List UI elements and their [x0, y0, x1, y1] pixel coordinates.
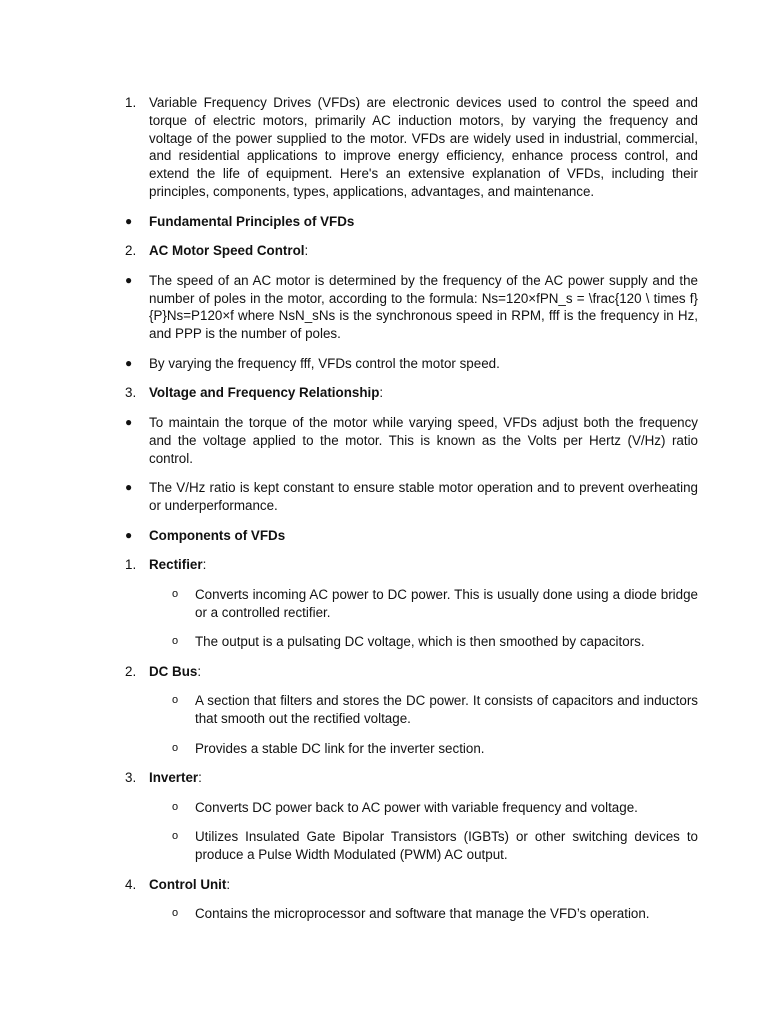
list-item-vhz-ratio [0, 479, 698, 515]
circle-bullet-icon: o [172, 907, 179, 920]
list-item-speed-control [0, 242, 698, 260]
list-item-control-unit [0, 876, 698, 894]
item-heading: Rectifier [149, 557, 203, 573]
list-item-heading-principles [0, 213, 698, 231]
list-item-rectifier [0, 556, 698, 574]
paragraph-text: The speed of an AC motor is determined by the frequency of the AC power supply and the number of poles in the motor, according to the formula: Ns=120×fPN_s = \frac{120 \ times f}{P}Ns=P120×f where NsN_sNs is the synchronous speed in RPM, fff is the frequency in Hz, and PPP is the number of poles. [149, 272, 698, 342]
sub-item-rectifier-output [0, 633, 698, 651]
section-heading: Fundamental Principles of VFDs [149, 213, 355, 229]
paragraph-text: : [304, 243, 309, 259]
sub-item-inverter-igbt [0, 828, 698, 864]
list-item-dc-bus [0, 663, 698, 681]
paragraph-text: By varying the frequency fff, VFDs control the motor speed. [149, 355, 500, 371]
list-number: 2. [125, 243, 137, 259]
item-heading: Control Unit [149, 876, 227, 892]
bullet-icon: ● [125, 213, 133, 228]
paragraph-text: Variable Frequency Drives (VFDs) are electronic devices used to control the speed and torque of electric motors, primarily AC induction motors, by varying the frequency and voltage of the power supplied to the motor. VFDs are widely used in industrial, commercial, and residential applications to improve energy efficiency, enhance process control, and extend the life of equipment. Here's an extensive explanation of VFDs, including their principles, components, types, applications, advantages, and maintenance. [149, 95, 698, 199]
list-number: 1. [125, 557, 137, 573]
paragraph-text: : [198, 770, 202, 786]
item-heading: Inverter [149, 770, 199, 786]
paragraph-text: A section that filters and stores the DC power. It consists of capacitors and inductors that smooth out the rectified voltage. [195, 693, 698, 727]
bullet-icon: ● [125, 480, 133, 495]
section-heading: Components of VFDs [149, 527, 286, 543]
circle-bullet-icon: o [172, 694, 179, 707]
sub-item-rectifier-convert [0, 586, 698, 622]
paragraph-text: : [197, 663, 202, 679]
bullet-icon: ● [125, 272, 133, 287]
sub-item-dc-bus-filter [0, 692, 698, 728]
list-number: 3. [125, 770, 137, 786]
document-body [0, 94, 768, 935]
list-number: 4. [125, 876, 137, 892]
sub-item-inverter-convert [0, 799, 698, 817]
circle-bullet-icon: o [172, 587, 179, 600]
list-item-inverter [0, 769, 698, 787]
paragraph-text: : [226, 876, 231, 892]
circle-bullet-icon: o [172, 635, 179, 648]
circle-bullet-icon: o [172, 741, 179, 754]
sub-item-control-unit-micro [0, 905, 698, 923]
paragraph-text: To maintain the torque of the motor while varying speed, VFDs adjust both the frequency and the voltage applied to the motor. This is known as the Volts per Hertz (V/Hz) ratio control. [149, 414, 698, 466]
list-item-frequency [0, 355, 698, 373]
list-item-vf-relationship [0, 384, 698, 402]
bullet-icon: ● [125, 355, 133, 370]
list-item-heading-components [0, 527, 698, 545]
list-item-intro [0, 94, 698, 201]
list-number: 1. [125, 95, 137, 110]
paragraph-text: The output is a pulsating DC voltage, which is then smoothed by capacitors. [195, 634, 645, 650]
bullet-icon: ● [125, 414, 133, 429]
circle-bullet-icon: o [172, 830, 179, 843]
item-heading: AC Motor Speed Control [149, 243, 305, 259]
circle-bullet-icon: o [172, 800, 179, 813]
paragraph-text: Contains the microprocessor and software that manage the VFD’s operation. [195, 906, 650, 922]
paragraph-text: Utilizes Insulated Gate Bipolar Transistors (IGBTs) or other switching devices to produce a Pulse Width Modulated (PWM) AC output. [195, 829, 698, 863]
sub-item-dc-bus-link [0, 740, 698, 758]
paragraph-text: : [379, 385, 384, 401]
list-item-torque [0, 414, 698, 467]
list-number: 3. [125, 385, 137, 401]
paragraph-text: Converts incoming AC power to DC power. This is usually done using a diode bridge or a controlled rectifier. [195, 586, 698, 620]
paragraph-text: Converts DC power back to AC power with variable frequency and voltage. [195, 799, 638, 815]
paragraph-text: : [202, 557, 207, 573]
item-heading: Voltage and Frequency Relationship [149, 385, 380, 401]
list-item-formula [0, 272, 698, 343]
paragraph-text: The V/Hz ratio is kept constant to ensure stable motor operation and to prevent overheating or underperformance. [149, 480, 698, 513]
item-heading: DC Bus [149, 663, 198, 679]
bullet-icon: ● [125, 527, 133, 542]
paragraph-text: Provides a stable DC link for the inverter section. [195, 740, 485, 756]
list-number: 2. [125, 663, 137, 679]
